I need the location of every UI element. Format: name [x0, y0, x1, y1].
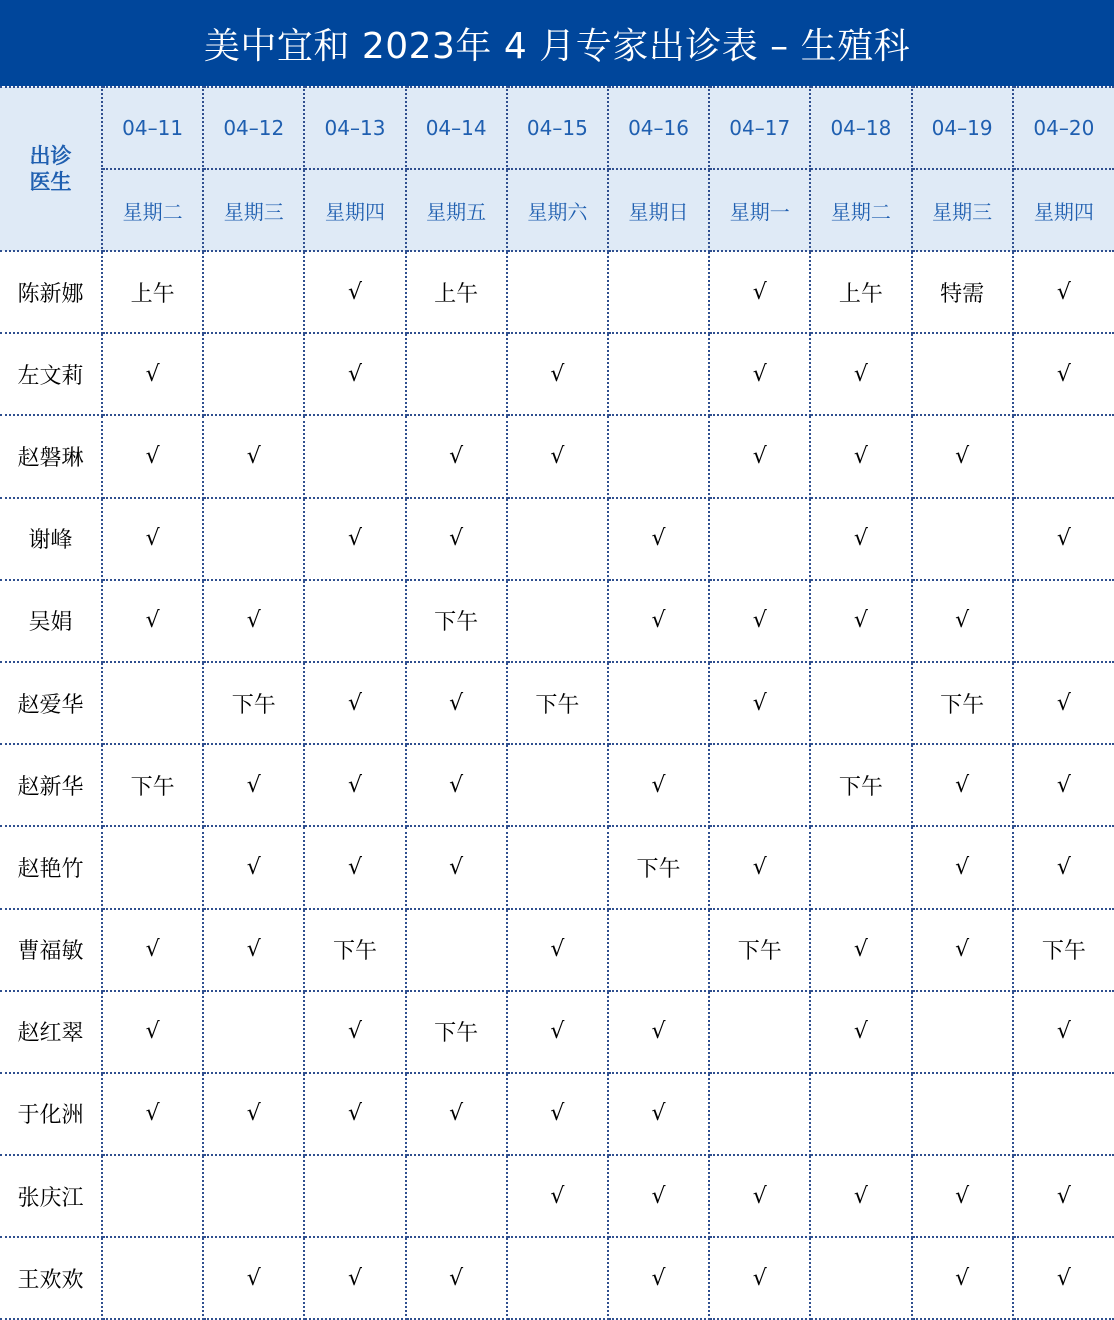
schedule-cell: √ [406, 498, 507, 580]
corner-label-line2: 医生 [29, 170, 72, 194]
weekday-header-2: 星期三 [203, 169, 304, 251]
schedule-cell: 下午 [608, 826, 709, 908]
schedule-cell: √ [810, 333, 911, 415]
schedule-cell: √ [304, 1237, 405, 1319]
weekday-header-4: 星期五 [406, 169, 507, 251]
doctor-name: 赵磐琳 [0, 415, 102, 497]
date-header-2: 04–12 [203, 87, 304, 169]
table-row [0, 744, 1114, 826]
schedule-body [0, 87, 1114, 1319]
schedule-cell: √ [203, 744, 304, 826]
schedule-cell: √ [912, 1155, 1013, 1237]
schedule-cell [810, 826, 911, 908]
schedule-cell: √ [608, 744, 709, 826]
schedule-cell: 上午 [102, 251, 203, 333]
page-title: 美中宜和 2023年 4 月专家出诊表 – 生殖科 [0, 0, 1114, 86]
schedule-cell: 上午 [810, 251, 911, 333]
schedule-cell: √ [102, 415, 203, 497]
schedule-cell: √ [304, 662, 405, 744]
weekday-header-1: 星期二 [102, 169, 203, 251]
schedule-cell: √ [810, 580, 911, 662]
schedule-cell: 下午 [810, 744, 911, 826]
schedule-cell: √ [810, 991, 911, 1073]
date-header-5: 04–15 [507, 87, 608, 169]
schedule-cell: √ [1013, 662, 1114, 744]
schedule-cell: √ [709, 415, 810, 497]
schedule-cell: √ [102, 909, 203, 991]
doctor-name: 张庆江 [0, 1155, 102, 1237]
schedule-cell: 下午 [912, 662, 1013, 744]
schedule-cell [608, 909, 709, 991]
schedule-cell: √ [912, 415, 1013, 497]
schedule-cell [507, 1237, 608, 1319]
table-row [0, 498, 1114, 580]
schedule-cell [203, 251, 304, 333]
schedule-cell: √ [102, 991, 203, 1073]
schedule-cell: √ [304, 498, 405, 580]
schedule-cell [608, 251, 709, 333]
table-row [0, 991, 1114, 1073]
schedule-cell: 下午 [406, 580, 507, 662]
schedule-cell: √ [810, 1155, 911, 1237]
schedule-cell: √ [608, 1073, 709, 1155]
schedule-cell: √ [1013, 333, 1114, 415]
date-header-9: 04–19 [912, 87, 1013, 169]
schedule-cell [1013, 415, 1114, 497]
doctor-name: 曹福敏 [0, 909, 102, 991]
schedule-cell [912, 991, 1013, 1073]
doctor-name: 赵爱华 [0, 662, 102, 744]
weekday-header-5: 星期六 [507, 169, 608, 251]
schedule-cell [507, 498, 608, 580]
schedule-cell: √ [203, 580, 304, 662]
schedule-cell: √ [406, 1237, 507, 1319]
schedule-cell: √ [406, 826, 507, 908]
schedule-cell: √ [203, 1237, 304, 1319]
schedule-cell [912, 1073, 1013, 1155]
schedule-cell: √ [304, 251, 405, 333]
table-row [0, 826, 1114, 908]
doctor-name: 左文莉 [0, 333, 102, 415]
schedule-cell [709, 1073, 810, 1155]
schedule-cell [102, 662, 203, 744]
doctor-name: 赵新华 [0, 744, 102, 826]
schedule-cell: √ [608, 1155, 709, 1237]
schedule-cell: √ [102, 1073, 203, 1155]
schedule-cell: √ [304, 744, 405, 826]
schedule-cell: 下午 [1013, 909, 1114, 991]
table-row [0, 333, 1114, 415]
schedule-cell: √ [709, 580, 810, 662]
schedule-cell: √ [1013, 744, 1114, 826]
schedule-cell: 下午 [709, 909, 810, 991]
schedule-cell [608, 662, 709, 744]
weekday-header-10: 星期四 [1013, 169, 1114, 251]
schedule-cell: √ [406, 744, 507, 826]
schedule-cell [304, 580, 405, 662]
schedule-cell [912, 498, 1013, 580]
schedule-cell [102, 826, 203, 908]
weekday-header-9: 星期三 [912, 169, 1013, 251]
schedule-cell [203, 1155, 304, 1237]
doctor-name: 于化洲 [0, 1073, 102, 1155]
doctor-name: 陈新娜 [0, 251, 102, 333]
schedule-cell [1013, 1073, 1114, 1155]
schedule-cell: √ [912, 826, 1013, 908]
schedule-cell: √ [608, 991, 709, 1073]
schedule-cell [810, 1073, 911, 1155]
table-row [0, 415, 1114, 497]
schedule-cell [102, 1237, 203, 1319]
schedule-cell: √ [608, 498, 709, 580]
table-row [0, 1155, 1114, 1237]
schedule-cell: √ [810, 498, 911, 580]
schedule-cell: √ [912, 909, 1013, 991]
weekday-header-6: 星期日 [608, 169, 709, 251]
schedule-cell [406, 1155, 507, 1237]
schedule-cell [709, 498, 810, 580]
schedule-cell: √ [406, 1073, 507, 1155]
schedule-cell: √ [1013, 251, 1114, 333]
schedule-cell: √ [709, 826, 810, 908]
schedule-cell: 上午 [406, 251, 507, 333]
schedule-cell: √ [709, 1155, 810, 1237]
schedule-cell [709, 991, 810, 1073]
schedule-cell [304, 415, 405, 497]
schedule-cell [304, 1155, 405, 1237]
schedule-cell: √ [304, 991, 405, 1073]
schedule-cell: √ [507, 415, 608, 497]
schedule-cell [203, 333, 304, 415]
weekday-header-7: 星期一 [709, 169, 810, 251]
schedule-cell: √ [304, 333, 405, 415]
schedule-cell: √ [507, 909, 608, 991]
schedule-cell [1013, 580, 1114, 662]
weekday-header-3: 星期四 [304, 169, 405, 251]
schedule-cell: √ [709, 1237, 810, 1319]
table-row [0, 909, 1114, 991]
schedule-cell [709, 744, 810, 826]
schedule-cell [203, 991, 304, 1073]
schedule-cell [507, 580, 608, 662]
corner-label-line1: 出诊 [29, 144, 72, 168]
doctor-name: 赵艳竹 [0, 826, 102, 908]
date-header-10: 04–20 [1013, 87, 1114, 169]
schedule-cell: 下午 [304, 909, 405, 991]
date-header-3: 04–13 [304, 87, 405, 169]
schedule-cell: √ [1013, 1155, 1114, 1237]
table-row [0, 1073, 1114, 1155]
date-header-4: 04–14 [406, 87, 507, 169]
schedule-cell: √ [1013, 498, 1114, 580]
schedule-cell: 特需 [912, 251, 1013, 333]
schedule-table [0, 86, 1114, 1320]
schedule-cell [810, 1237, 911, 1319]
schedule-cell: √ [1013, 991, 1114, 1073]
schedule-cell: √ [203, 826, 304, 908]
schedule-cell [810, 662, 911, 744]
schedule-cell [406, 333, 507, 415]
date-header-1: 04–11 [102, 87, 203, 169]
doctor-name: 王欢欢 [0, 1237, 102, 1319]
schedule-cell: √ [912, 580, 1013, 662]
schedule-cell: 下午 [507, 662, 608, 744]
schedule-cell: 下午 [203, 662, 304, 744]
schedule-cell: √ [507, 1073, 608, 1155]
schedule-cell [507, 744, 608, 826]
schedule-cell [912, 333, 1013, 415]
table-row [0, 662, 1114, 744]
schedule-cell [608, 333, 709, 415]
date-header-6: 04–16 [608, 87, 709, 169]
schedule-cell: √ [507, 333, 608, 415]
schedule-cell [102, 1155, 203, 1237]
schedule-cell: √ [102, 333, 203, 415]
corner-header [0, 87, 102, 251]
schedule-cell [406, 909, 507, 991]
schedule-cell: √ [810, 909, 911, 991]
schedule-cell: √ [304, 1073, 405, 1155]
schedule-cell: √ [203, 909, 304, 991]
schedule-cell: √ [406, 415, 507, 497]
table-row [0, 580, 1114, 662]
schedule-cell: 下午 [406, 991, 507, 1073]
doctor-name: 吴娟 [0, 580, 102, 662]
doctor-name: 赵红翠 [0, 991, 102, 1073]
schedule-cell: √ [608, 580, 709, 662]
schedule-cell: √ [304, 826, 405, 908]
schedule-cell [608, 415, 709, 497]
schedule-cell: √ [507, 1155, 608, 1237]
schedule-cell: √ [406, 662, 507, 744]
table-row [0, 251, 1114, 333]
date-header-8: 04–18 [810, 87, 911, 169]
schedule-cell [203, 498, 304, 580]
schedule-cell: √ [102, 580, 203, 662]
schedule-cell: √ [912, 744, 1013, 826]
weekday-header-row [0, 169, 1114, 251]
schedule-cell: √ [102, 498, 203, 580]
schedule-cell: √ [203, 415, 304, 497]
schedule-cell [507, 251, 608, 333]
date-header-7: 04–17 [709, 87, 810, 169]
schedule-cell: √ [608, 1237, 709, 1319]
doctor-name: 谢峰 [0, 498, 102, 580]
weekday-header-8: 星期二 [810, 169, 911, 251]
date-header-row [0, 87, 1114, 169]
schedule-cell: 下午 [102, 744, 203, 826]
table-row [0, 1237, 1114, 1319]
schedule-cell: √ [1013, 1237, 1114, 1319]
schedule-cell: √ [709, 333, 810, 415]
schedule-cell: √ [203, 1073, 304, 1155]
schedule-cell: √ [709, 662, 810, 744]
schedule-cell: √ [912, 1237, 1013, 1319]
schedule-cell: √ [810, 415, 911, 497]
schedule-cell: √ [1013, 826, 1114, 908]
schedule-cell: √ [507, 991, 608, 1073]
schedule-cell [507, 826, 608, 908]
schedule-cell: √ [709, 251, 810, 333]
